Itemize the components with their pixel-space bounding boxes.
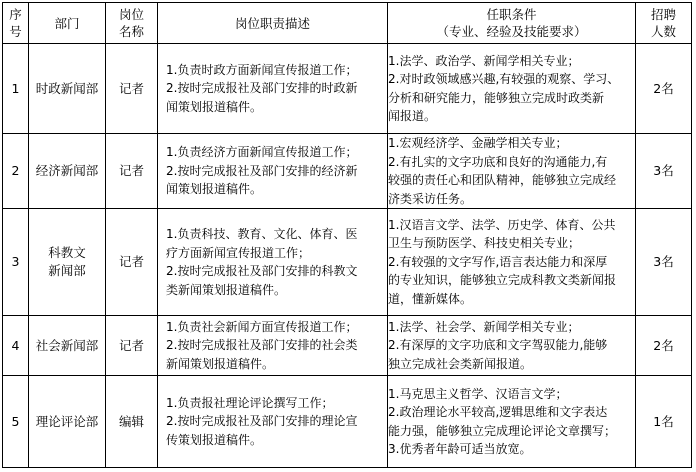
requirement-line: 1.法学、社会学、新闻学相关专业；: [388, 319, 580, 334]
duty-line: 疗方面新闻宣传报道工作；: [166, 245, 311, 260]
duty-line: 新闻策划报道稿件。: [166, 356, 275, 371]
requirement-line: 3.优秀者年龄可适当放宽。: [388, 442, 532, 456]
requirement-line: 1.马克思主义哲学、汉语言文学；: [388, 386, 568, 401]
dept-line: 理论评论部: [35, 413, 99, 429]
table-row: [3, 209, 692, 316]
duty-line: 1.负责报社理论评论撰写工作；: [166, 395, 334, 410]
header-quota: 招聘 人数: [636, 3, 692, 44]
row-quota: 2名: [636, 44, 692, 134]
row-position: 记者: [106, 134, 158, 209]
table-row: [3, 376, 692, 468]
requirement-line: 1.汉语言文学、法学、历史学、体育、公共: [388, 217, 616, 232]
row-seq: 5: [3, 376, 29, 468]
row-position: 编辑: [106, 376, 158, 468]
requirement-line: 2.对时政领域感兴趣,有较强的观察、学习、: [388, 72, 620, 86]
requirement-line: 1.法学、政治学、新闻学相关专业；: [388, 53, 580, 68]
row-duties: [158, 44, 388, 134]
row-requirements: [388, 209, 636, 316]
header-dept: 部门: [29, 3, 106, 44]
header-position: 岗位 名称: [106, 3, 158, 44]
row-position: 记者: [106, 316, 158, 376]
row-dept: [29, 44, 106, 134]
duty-line: 1.负责时政方面新闻宣传报道工作；: [166, 62, 358, 77]
row-requirements: [388, 134, 636, 209]
dept-line: 社会新闻部: [35, 337, 99, 353]
row-duties: [158, 376, 388, 468]
duty-line: 2.按时完成报社及部门安排的时政新: [166, 81, 358, 96]
row-duties: [158, 134, 388, 209]
dept-line: 时政新闻部: [35, 80, 99, 96]
duty-line: 闻策划报道稿件。: [166, 99, 263, 114]
row-seq: 2: [3, 134, 29, 209]
row-quota: 3名: [636, 209, 692, 316]
requirement-line: 2.有深厚的文字功底和文字驾驭能力,能够: [388, 338, 608, 353]
row-dept: [29, 316, 106, 376]
row-seq: 1: [3, 44, 29, 134]
requirement-line: 能力强，能够独立完成理论评论文章撰写；: [388, 423, 617, 438]
duty-line: 2.按时完成报社及部门安排的理论宣: [166, 414, 358, 429]
row-duties: [158, 209, 388, 316]
row-quota: 3名: [636, 134, 692, 209]
table-row: [3, 44, 692, 134]
header-row: [3, 3, 692, 44]
requirement-line: 2.政治理论水平较高,逻辑思维和文字表达: [388, 405, 608, 419]
table-row: [3, 316, 692, 376]
row-seq: 3: [3, 209, 29, 316]
requirement-line: 1.宏观经济学、金融学相关专业；: [388, 136, 568, 150]
duty-line: 2.按时完成报社及部门安排的科教文: [166, 264, 358, 278]
requirement-line: 2.有扎实的文字功底和良好的沟通能力,有: [388, 154, 608, 169]
dept-line: 新闻部: [48, 263, 86, 278]
requirement-line: 分析和研究能力，能够独立完成时政类新: [388, 90, 605, 105]
header-duties: 岗位职责描述: [158, 3, 388, 44]
duty-line: 闻策划报道稿件。: [166, 182, 263, 197]
row-requirements: [388, 316, 636, 376]
duty-line: 类新闻策划报道稿件。: [166, 282, 287, 297]
recruitment-table: [2, 2, 692, 468]
row-requirements: [388, 376, 636, 468]
row-quota: 2名: [636, 316, 692, 376]
duty-line: 1.负责经济方面新闻宣传报道工作；: [166, 145, 358, 160]
row-position: 记者: [106, 44, 158, 134]
row-position: 记者: [106, 209, 158, 316]
duty-line: 2.按时完成报社及部门安排的经济新: [166, 163, 358, 178]
header-seq: 序 号: [3, 3, 29, 44]
requirement-line: 闻报道。: [388, 109, 437, 123]
table-row: [3, 134, 692, 209]
requirement-line: 的专业知识，能够独立完成科教文类新闻报: [388, 273, 617, 288]
requirement-line: 独立完成社会类新闻报道。: [388, 356, 533, 371]
row-dept: [29, 376, 106, 468]
duty-line: 1.负责科技、教育、文化、体育、医: [166, 227, 358, 241]
row-quota: 1名: [636, 376, 692, 468]
requirement-line: 2.有较强的文字写作,语言表达能力和深厚: [388, 254, 608, 269]
duty-line: 2.按时完成报社及部门安排的社会类: [166, 338, 358, 353]
requirement-line: 道，懂新媒体。: [388, 291, 473, 306]
requirement-line: 卫生与预防医学、科技史相关专业；: [388, 236, 581, 251]
requirement-line: 济类采访任务。: [388, 191, 473, 206]
row-requirements: [388, 44, 636, 134]
header-requirements: 任职条件 （专业、经验及技能要求）: [388, 3, 636, 44]
duty-line: 1.负责社会新闻方面宣传报道工作；: [166, 319, 358, 334]
row-dept: [29, 209, 106, 316]
row-duties: [158, 316, 388, 376]
dept-line: 经济新闻部: [35, 163, 99, 178]
dept-line: 科教文: [48, 245, 86, 260]
requirement-line: 较强的责任心和团队精神，能够独立完成经: [388, 173, 617, 187]
row-seq: 4: [3, 316, 29, 376]
duty-line: 传策划报道稿件。: [166, 432, 263, 447]
row-dept: [29, 134, 106, 209]
